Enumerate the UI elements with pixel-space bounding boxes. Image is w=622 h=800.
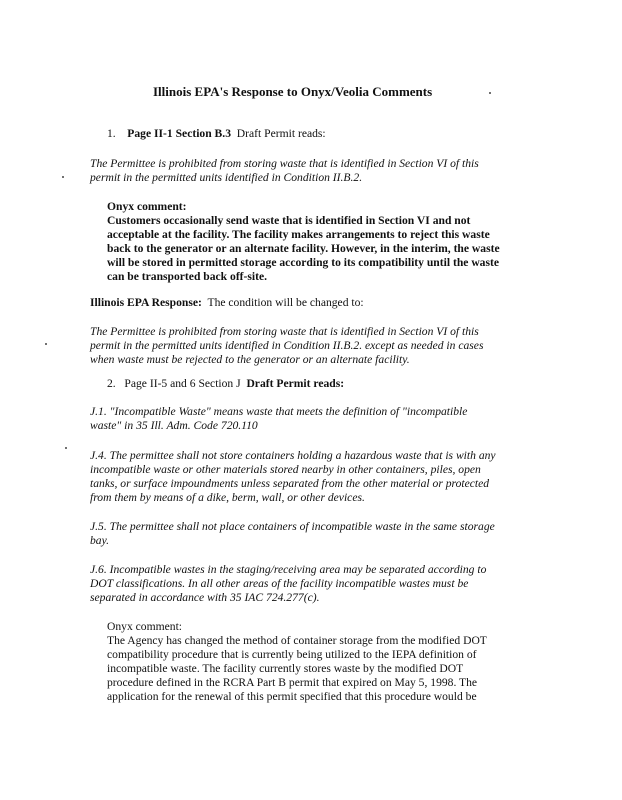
epa-response-label: Illinois EPA Response: (90, 296, 202, 309)
item-2-onyx-line: application for the renewal of this permit specified that this procedure would be (107, 690, 477, 703)
j5-line: bay. (90, 534, 109, 547)
scan-speck (45, 343, 47, 345)
item-2-onyx-line: incompatible waste. The facility currently stores waste by the modified DOT (107, 662, 464, 675)
j6-line: J.6. Incompatible wastes in the staging/receiving area may be separated according to (90, 563, 487, 576)
item-2-number: 2. (107, 377, 116, 390)
item-1-number: 1. (107, 127, 116, 140)
item-1-onyx-line: will be stored in permitted storage according to its compatibility until the waste (107, 256, 500, 269)
j1-line: waste" in 35 Ill. Adm. Code 720.110 (90, 419, 258, 432)
item-1-onyx-line: back to the generator or an alternate facility. However, in the interim, the waste (107, 242, 500, 255)
j5-line: J.5. The permittee shall not place containers of incompatible waste in the same storage (90, 520, 495, 533)
item-1-onyx-line: Customers occasionally send waste that is identified in Section VI and not (107, 214, 471, 227)
scan-speck (489, 92, 491, 94)
item-1-header (107, 127, 326, 140)
j4-line: from them by means of a dike, berm, wall, or other devices. (90, 491, 365, 504)
j6-line: DOT classifications. In all other areas of the facility incompatible wastes must be (90, 577, 469, 590)
item-2-onyx-line: compatibility procedure that is currently being utilized to the IEPA definition of (107, 648, 477, 661)
item-1-onyx-label: Onyx comment: (107, 200, 187, 213)
item-2-onyx-label: Onyx comment: (107, 620, 183, 633)
item-2-onyx-line: procedure defined in the RCRA Part B permit that expired on May 5, 1998. The (107, 676, 478, 689)
document-title: Illinois EPA's Response to Onyx/Veolia Comments (153, 84, 433, 99)
revised-condition-line: when waste must be rejected to the generator or an alternate facility. (90, 353, 410, 366)
scan-speck (65, 447, 67, 449)
j4-line: tanks, or surface impoundments unless separated from the other material or protected (90, 477, 490, 490)
item-2-heading: Page II-5 and 6 Section J (124, 377, 241, 390)
epa-response (90, 296, 364, 310)
j4-line: incompatible waste or other materials stored nearby in other containers, piles, open (90, 463, 481, 476)
item-1-lead: Draft Permit reads: (236, 127, 326, 140)
item-1-onyx-line: can be transported back off-site. (107, 270, 268, 283)
j6-line: separated in accordance with 35 IAC 724.277(c). (90, 591, 320, 604)
item-2-onyx-line: The Agency has changed the method of container storage from the modified DOT (107, 634, 487, 647)
item-2-lead: Draft Permit reads: (246, 377, 345, 390)
epa-response-text: The condition will be changed to: (207, 296, 364, 309)
revised-condition-line: permit in the permitted units identified in Condition II.B.2. except as needed in cases (90, 339, 484, 352)
scan-speck (62, 176, 64, 178)
item-2-header (107, 377, 344, 390)
item-1-heading: Page II-1 Section B.3 (127, 127, 231, 140)
item-1-quote-line: permit in the permitted units identified in Condition II.B.2. (90, 171, 363, 184)
item-1-onyx-line: acceptable at the facility. The facility makes arrangements to reject this waste (107, 228, 490, 241)
revised-condition-line: The Permittee is prohibited from storing waste that is identified in Section VI of this (90, 325, 479, 338)
j4-line: J.4. The permittee shall not store containers holding a hazardous waste that is with any (90, 449, 496, 462)
j1-line: J.1. "Incompatible Waste" means waste that meets the definition of "incompatible (90, 405, 468, 418)
item-1-quote-line: The Permittee is prohibited from storing waste that is identified in Section VI of this (90, 157, 479, 170)
